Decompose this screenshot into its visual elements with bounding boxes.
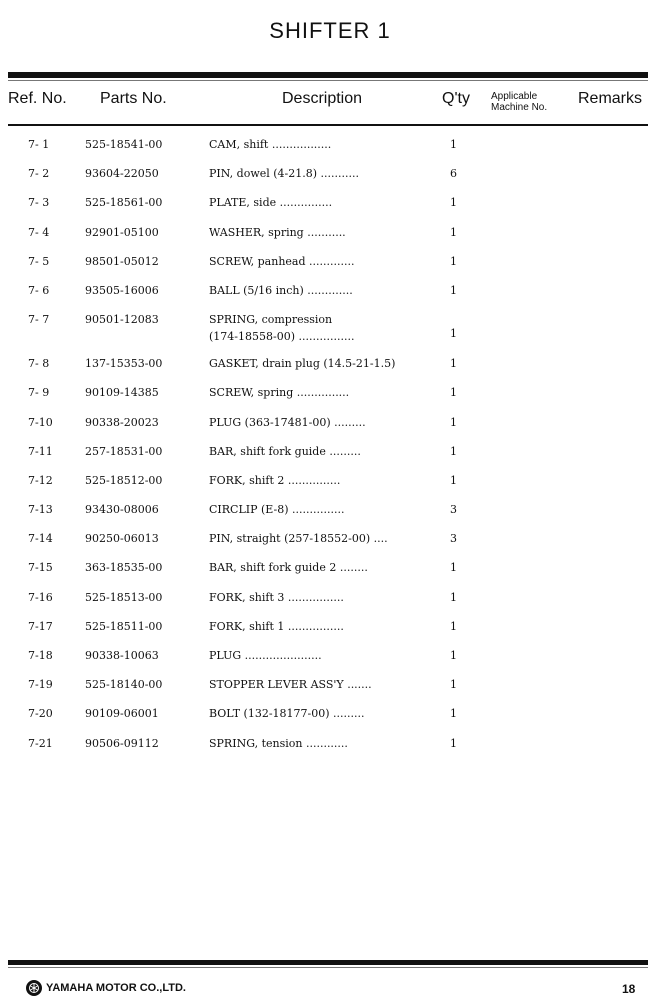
- ref-no: 7- 6: [28, 283, 50, 297]
- part-no: 525-18561-00: [85, 196, 163, 210]
- quantity: 1: [450, 561, 457, 575]
- parts-row: [0, 196, 660, 225]
- parts-row: [0, 737, 660, 766]
- description-line1: SPRING, compression: [209, 313, 333, 327]
- ref-no: 7- 5: [28, 254, 50, 268]
- description: BALL (5/16 inch) .............: [209, 283, 353, 297]
- bottom-rule-thin: [8, 967, 648, 968]
- header-rule: [8, 124, 648, 126]
- quantity: 1: [450, 444, 457, 458]
- ref-no: 7- 3: [28, 196, 50, 210]
- ref-no: 7-16: [28, 590, 53, 604]
- description: FORK, shift 1 ................: [209, 619, 344, 633]
- ref-no: 7- 1: [28, 138, 50, 151]
- description-line2: (174-18558-00) ................: [209, 330, 355, 344]
- parts-row: [0, 255, 660, 284]
- part-no: 92901-05100: [85, 225, 159, 239]
- ref-no: 7- 2: [28, 167, 50, 181]
- top-rule-thin: [8, 80, 648, 81]
- quantity: 1: [450, 415, 457, 429]
- quantity: 1: [450, 283, 457, 297]
- ref-no: 7-13: [28, 503, 53, 517]
- ref-no: 7-17: [28, 619, 53, 633]
- company-name: YAMAHA MOTOR CO.,LTD.: [46, 982, 186, 994]
- description: WASHER, spring ...........: [209, 225, 346, 239]
- part-no: 525-18541-00: [85, 138, 163, 151]
- quantity: 1: [450, 473, 457, 487]
- description: PIN, dowel (4-21.8) ...........: [209, 167, 360, 181]
- description: CAM, shift .................: [209, 138, 332, 151]
- quantity: 1: [450, 357, 457, 371]
- description: FORK, shift 3 ................: [209, 590, 344, 604]
- part-no: 90109-06001: [85, 707, 159, 721]
- ref-no: 7-18: [28, 649, 53, 662]
- top-rule-thick: [8, 72, 648, 78]
- part-no: 90109-14385: [85, 386, 159, 400]
- parts-row: [0, 678, 660, 707]
- ref-no: 7- 8: [28, 357, 50, 371]
- quantity: 1: [450, 678, 457, 692]
- part-no: 525-18140-00: [85, 678, 163, 692]
- parts-row: [0, 649, 660, 678]
- header-applicable-line1: Applicable: [491, 91, 538, 102]
- bottom-rule-thick: [8, 960, 648, 965]
- ref-no: 7-20: [28, 707, 53, 721]
- description: SPRING, tension ............: [209, 736, 348, 750]
- ref-no: 7-21: [28, 736, 53, 750]
- parts-row: [0, 561, 660, 590]
- quantity: 1: [450, 196, 457, 210]
- parts-list: [0, 138, 660, 766]
- ref-no: 7-10: [28, 415, 53, 429]
- part-no: 98501-05012: [85, 254, 159, 268]
- part-no: 363-18535-00: [85, 561, 163, 575]
- description: CIRCLIP (E-8) ...............: [209, 503, 345, 517]
- description: BAR, shift fork guide .........: [209, 444, 361, 458]
- parts-row: [0, 503, 660, 532]
- ref-no: 7-19: [28, 678, 53, 692]
- parts-row: [0, 707, 660, 736]
- quantity: 1: [450, 736, 457, 750]
- description: FORK, shift 2 ...............: [209, 473, 341, 487]
- description: STOPPER LEVER ASS'Y .......: [209, 678, 372, 692]
- description: [209, 313, 441, 343]
- quantity: 3: [450, 532, 457, 546]
- parts-row: [0, 532, 660, 561]
- header-remarks: Remarks: [578, 90, 643, 107]
- parts-row: [0, 620, 660, 649]
- page-number: 18: [622, 982, 636, 996]
- part-no: 93604-22050: [85, 167, 159, 181]
- header-parts-no: Parts No.: [100, 90, 167, 107]
- part-no: 525-18513-00: [85, 590, 163, 604]
- ref-no: 7- 7: [28, 313, 50, 327]
- description: PIN, straight (257-18552-00) ....: [209, 532, 388, 546]
- parts-row: [0, 445, 660, 474]
- part-no: 90506-09112: [85, 736, 159, 750]
- tuning-fork-logo-icon: [26, 980, 42, 996]
- part-no: 257-18531-00: [85, 444, 163, 458]
- parts-row: [0, 591, 660, 620]
- description: BOLT (132-18177-00) .........: [209, 707, 365, 721]
- part-no: 525-18512-00: [85, 473, 163, 487]
- part-no: 90338-10063: [85, 649, 159, 662]
- quantity: 1: [450, 707, 457, 721]
- quantity: 1: [450, 225, 457, 239]
- parts-row: [0, 313, 660, 357]
- part-no: 90501-12083: [85, 313, 159, 327]
- ref-no: 7-11: [28, 444, 53, 458]
- header-applicable-machine: [491, 91, 547, 113]
- quantity: 6: [450, 167, 457, 181]
- ref-no: 7-15: [28, 561, 53, 575]
- company-logo: [26, 980, 186, 996]
- description: PLUG (363-17481-00) .........: [209, 415, 366, 429]
- description: GASKET, drain plug (14.5-21-1.5): [209, 357, 396, 371]
- part-no: 90338-20023: [85, 415, 159, 429]
- ref-no: 7-12: [28, 473, 53, 487]
- part-no: 137-15353-00: [85, 357, 163, 371]
- part-no: 93430-08006: [85, 503, 159, 517]
- parts-row: [0, 386, 660, 415]
- quantity: 1: [450, 649, 457, 662]
- description: PLATE, side ...............: [209, 196, 333, 210]
- quantity: 1: [450, 138, 457, 151]
- parts-row: [0, 416, 660, 445]
- parts-row: [0, 357, 660, 386]
- ref-no: 7- 9: [28, 386, 50, 400]
- quantity: 1: [450, 590, 457, 604]
- quantity: 1: [450, 619, 457, 633]
- description: BAR, shift fork guide 2 ........: [209, 561, 368, 575]
- parts-row: [0, 284, 660, 313]
- description: SCREW, panhead .............: [209, 254, 355, 268]
- header-qty: Q'ty: [442, 90, 470, 107]
- quantity: 3: [450, 503, 457, 517]
- header-applicable-line2: Machine No.: [491, 102, 548, 113]
- description: PLUG ......................: [209, 649, 322, 662]
- parts-row: [0, 167, 660, 196]
- part-no: 93505-16006: [85, 283, 159, 297]
- quantity: 1: [450, 254, 457, 268]
- header-ref-no: Ref. No.: [8, 90, 67, 107]
- header-description: Description: [282, 90, 363, 107]
- page-title: SHIFTER 1: [269, 18, 391, 43]
- part-no: 525-18511-00: [85, 619, 163, 633]
- description: SCREW, spring ...............: [209, 386, 350, 400]
- parts-row: [0, 226, 660, 255]
- parts-row: [0, 474, 660, 503]
- quantity: 1: [450, 327, 457, 341]
- part-no: 90250-06013: [85, 532, 159, 546]
- ref-no: 7- 4: [28, 225, 50, 239]
- parts-row: [0, 138, 660, 167]
- quantity: 1: [450, 386, 457, 400]
- ref-no: 7-14: [28, 532, 53, 546]
